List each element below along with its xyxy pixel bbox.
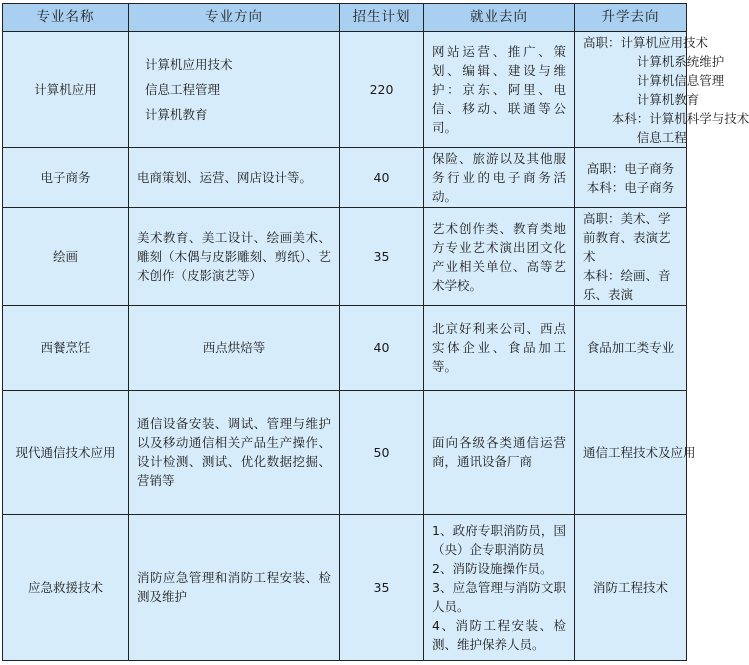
- table-row: [3, 32, 687, 148]
- enrollment-plan: 50: [340, 390, 424, 514]
- direction-item: 通信设备安装、调试、管理与维护以及移动通信相关产品生产操作、设计检测、测试、优化数据挖掘、营销等: [137, 416, 331, 489]
- employment-destination: [424, 514, 575, 660]
- table-row: [3, 208, 687, 306]
- major-directions: [129, 208, 340, 306]
- employment-destination: 面向各级各类通信运营商，通讯设备厂商: [424, 390, 575, 514]
- enrollment-plan: 40: [340, 306, 424, 390]
- further-study-destination: [575, 390, 696, 514]
- employment-item: 1、政府专职消防员，国（央）企专职消防员: [432, 522, 566, 557]
- further-item: 本科：计算机科学与技术: [611, 110, 749, 126]
- employment-item: 3、应急管理与消防文职人员。: [432, 579, 566, 614]
- employment-item: 2、消防设施操作员。: [432, 560, 553, 576]
- major-directions: [129, 148, 340, 208]
- direction-item: 西点烘焙等: [202, 340, 266, 356]
- employment-destination: 北京好利来公司、西点实体企业、食品加工等。: [424, 306, 575, 390]
- further-item: 计算机教育: [636, 91, 700, 107]
- direction-item: 计算机教育: [145, 107, 208, 123]
- major-name: 西餐烹饪: [3, 306, 129, 390]
- further-item: 食品加工类专业: [586, 340, 675, 356]
- further-study-destination: [575, 32, 749, 148]
- enrollment-plan: 220: [340, 32, 424, 148]
- direction-item: 电商策划、运营、网店设计等。: [137, 170, 313, 186]
- major-name: 绘画: [3, 208, 129, 306]
- employment-destination: 艺术创作类、教育类地方专业艺术演出团文化产业相关单位、高等艺术学校。: [424, 208, 575, 306]
- header-direction: 专业方向: [129, 4, 340, 32]
- major-directions: [129, 306, 340, 390]
- enrollment-plan: 35: [340, 208, 424, 306]
- employment-item: 4、消防工程安装、检测、维护保养人员。: [432, 617, 566, 652]
- table-row: [3, 390, 687, 514]
- further-item: 信息工程: [636, 129, 687, 145]
- direction-item: 计算机应用技术: [145, 57, 233, 73]
- enrollment-plan: 40: [340, 148, 424, 208]
- employment-destination: 保险、旅游以及其他服务行业的电子商务活动。: [424, 148, 575, 208]
- table-row: [3, 306, 687, 390]
- header-row: [3, 4, 687, 32]
- table-row: [3, 148, 687, 208]
- header-plan: 招生计划: [340, 4, 424, 32]
- further-study-destination: [575, 208, 687, 306]
- further-item: 计算机信息管理: [636, 72, 725, 88]
- major-name: 计算机应用: [3, 32, 129, 148]
- major-directions: [129, 32, 340, 148]
- major-directions: [129, 390, 340, 514]
- further-study-destination: [575, 514, 687, 660]
- major-directions: [129, 514, 340, 660]
- direction-item: 信息工程管理: [145, 82, 221, 98]
- further-item: 本科：绘画、音乐、表演: [583, 268, 671, 303]
- header-further-study: 升学去向: [575, 4, 687, 32]
- further-item: 高职：计算机应用技术: [583, 34, 709, 50]
- further-study-destination: [575, 306, 687, 390]
- further-item: 本科：电子商务: [586, 179, 675, 195]
- table-row: [3, 514, 687, 660]
- enrollment-table: [2, 3, 749, 661]
- direction-item: 美术教育、美工设计、绘画美术、雕刻（木偶与皮影雕刻、剪纸）、艺术创作（皮影演艺等）: [137, 230, 331, 284]
- major-name: 电子商务: [3, 148, 129, 208]
- header-major: 专业名称: [3, 4, 129, 32]
- further-item: 通信工程技术及应用: [583, 444, 696, 460]
- header-employment: 就业去向: [424, 4, 575, 32]
- further-item: 高职：电子商务: [586, 160, 675, 176]
- major-name: 应急救援技术: [3, 514, 129, 660]
- further-item: 计算机系统维护: [636, 53, 725, 69]
- major-name: 现代通信技术应用: [3, 390, 129, 514]
- enrollment-plan: 35: [340, 514, 424, 660]
- further-item: 高职：美术、学前教育、表演艺术: [583, 211, 671, 265]
- further-study-destination: [575, 148, 687, 208]
- employment-destination: 网站运营、推广、策划、编辑、建设与维护：京东、阿里、电信、移动、联通等公司。: [424, 32, 575, 148]
- further-item: 消防工程技术: [592, 579, 668, 595]
- direction-item: 消防应急管理和消防工程安装、检测及维护: [137, 570, 331, 605]
